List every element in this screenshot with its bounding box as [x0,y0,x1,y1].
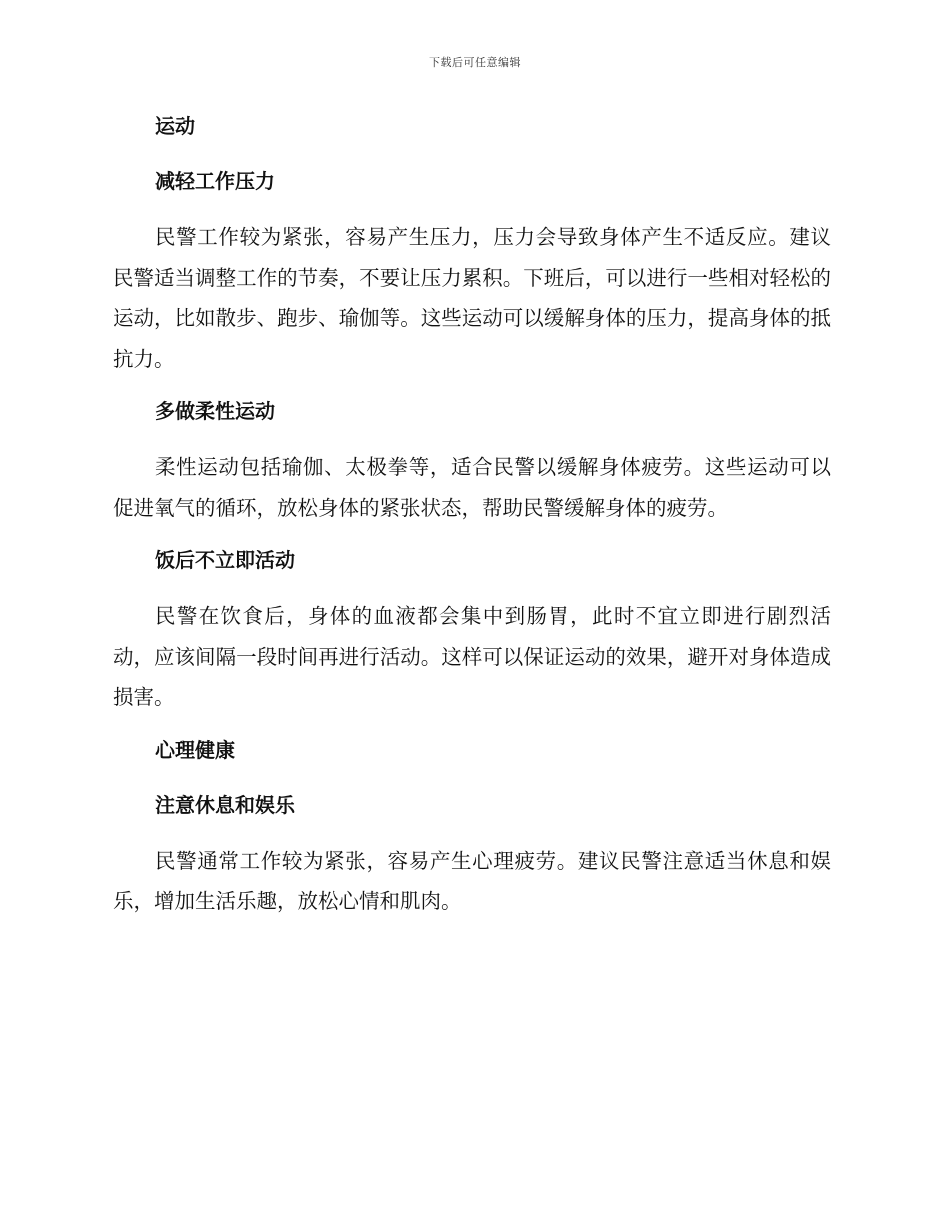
paragraph-reduce-stress: 民警工作较为紧张，容易产生压力，压力会导致身体产生不适反应。建议民警适当调整工作的节奏，不要让压力累积。下班后，可以进行一些相对轻松的运动，比如散步、跑步、瑜伽等。这些运动可以缓解身体的压力，提高身体的抵抗力。 [113,225,831,371]
paragraph-rest: 民警通常工作较为紧张，容易产生心理疲劳。建议民警注意适当休息和娱乐，增加生活乐趣，放松心情和肌肉。 [113,848,831,913]
page-header-note: 下载后可任意编辑 [429,56,521,69]
subsection-title-rest: 注意休息和娱乐 [155,792,295,817]
subsection-title-after-meal: 饭后不立即活动 [155,548,295,572]
paragraph-flexible-exercise: 柔性运动包括瑜伽、太极拳等，适合民警以缓解身体疲劳。这些运动可以促进氧气的循环，放松身体的紧张状态，帮助民警缓解身体的疲劳。 [113,455,831,520]
section-title-exercise: 运动 [155,114,195,138]
paragraph-after-meal: 民警在饮食后，身体的血液都会集中到肠胃，此时不宜立即进行剧烈活动，应该间隔一段时间再进行活动。这样可以保证运动的效果，避开对身体造成损害。 [113,604,831,709]
subsection-title-flexible-exercise: 多做柔性运动 [155,399,275,423]
section-title-mental-health: 心理健康 [155,737,235,762]
subsection-title-reduce-stress: 减轻工作压力 [155,169,275,193]
document-body [113,108,831,936]
